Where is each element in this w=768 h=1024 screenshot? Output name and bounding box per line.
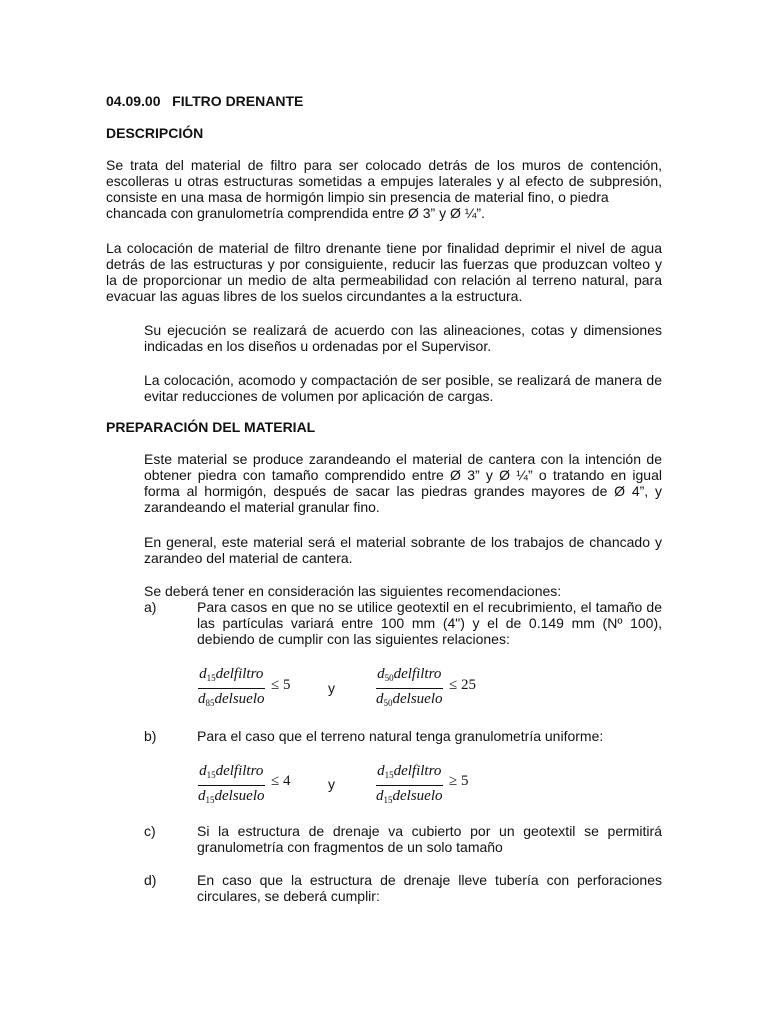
section-name: FILTRO DRENANTE xyxy=(172,93,304,109)
formula-b-conjunction: y xyxy=(328,776,335,792)
paragraph-descripcion-1: Se trata del material de filtro para ser colocado detrás de los muros de contención, escolleras u otras estructuras sometidas a empujes laterales y al efecto de subpresión, consiste en una masa de hormigón limpio sin presencia de material fino, o piedra chancada con granulometría comprendida entre Ø 3” y Ø ¼”. xyxy=(106,157,662,221)
paragraph-descripcion-2: La colocación de material de filtro drenante tiene por finalidad deprimir el nivel de agua detrás de las estructuras y por consiguiente, reducir las fuerzas que produzcan volteo y la de proporcionar un medio de alta permeabilidad con relación al terreno natural, para evacuar las aguas libres de los suelos circundantes a la estructura. xyxy=(106,240,662,304)
formula-a-fraction-1: $d_{15}delfiltro$ $d_{85}delsuelo$ xyxy=(198,666,265,708)
formula-a-fraction-2: $d_{50}delfiltro$ $d_{50}delsuelo$ xyxy=(376,666,443,708)
item-d-text: En caso que la estructura de drenaje lleve tubería con perforaciones circulares, se deberá cumplir: xyxy=(197,872,662,904)
paragraph-descripcion-3: Su ejecución se realizará de acuerdo con las alineaciones, cotas y dimensiones indicadas en los diseños u ordenadas por el Supervisor. xyxy=(144,322,662,354)
fraction-bar xyxy=(198,785,265,786)
fraction-bar xyxy=(376,688,443,689)
item-b-text: Para el caso que el terreno natural tenga granulometría uniforme: xyxy=(197,728,604,744)
fraction-bar xyxy=(198,688,265,689)
paragraph-preparacion-2: En general, este material será el material sobrante de los trabajos de chancado y zarandeo del material de cantera. xyxy=(144,534,662,566)
item-c-label: c) xyxy=(144,823,156,839)
formula-b-fraction-1: $d_{15}delfiltro$ $d_{15}delsuelo$ xyxy=(198,763,265,805)
formula-a-conjunction: y xyxy=(328,680,335,696)
item-a-label: a) xyxy=(144,599,157,615)
item-c-text: Si la estructura de drenaje va cubierto por un geotextil se permitirá granulometría con fragmentos de un solo tamaño xyxy=(197,823,662,855)
heading-preparacion: PREPARACIÓN DEL MATERIAL xyxy=(106,419,316,435)
formula-a-relation-1: ≤ 5 xyxy=(271,677,291,693)
item-d-label: d) xyxy=(144,872,157,888)
paragraph-descripcion-4: La colocación, acomodo y compactación de ser posible, se realizará de manera de evitar reducciones de volumen por aplicación de cargas. xyxy=(144,372,662,404)
heading-descripcion: DESCRIPCIÓN xyxy=(106,125,204,141)
paragraph-preparacion-1: Este material se produce zarandeando el material de cantera con la intención de obtener piedra con tamaño comprendido entre Ø 3” y Ø ¼” o tratando en igual forma al hormigón, después de sacar las piedras grandes mayores de Ø 4”, y zarandeando el material granular fino. xyxy=(144,451,662,515)
section-title xyxy=(106,93,303,109)
section-number: 04.09.00 xyxy=(106,93,161,109)
fraction-bar xyxy=(376,785,443,786)
formula-a-relation-2: ≤ 25 xyxy=(449,677,476,693)
item-a-text: Para casos en que no se utilice geotextil en el recubrimiento, el tamaño de las partículas variará entre 100 mm (4") y el de 0.149 mm (Nº 100), debiendo de cumplir con las siguientes relaciones: xyxy=(197,599,662,647)
item-b-label: b) xyxy=(144,728,157,744)
formula-b-relation-1: ≤ 4 xyxy=(271,773,291,789)
formula-b-fraction-2: $d_{15}delfiltro$ $d_{15}delsuelo$ xyxy=(376,763,443,805)
paragraph-preparacion-3: Se deberá tener en consideración las siguientes recomendaciones: xyxy=(144,583,562,599)
formula-b-relation-2: ≥ 5 xyxy=(449,773,469,789)
